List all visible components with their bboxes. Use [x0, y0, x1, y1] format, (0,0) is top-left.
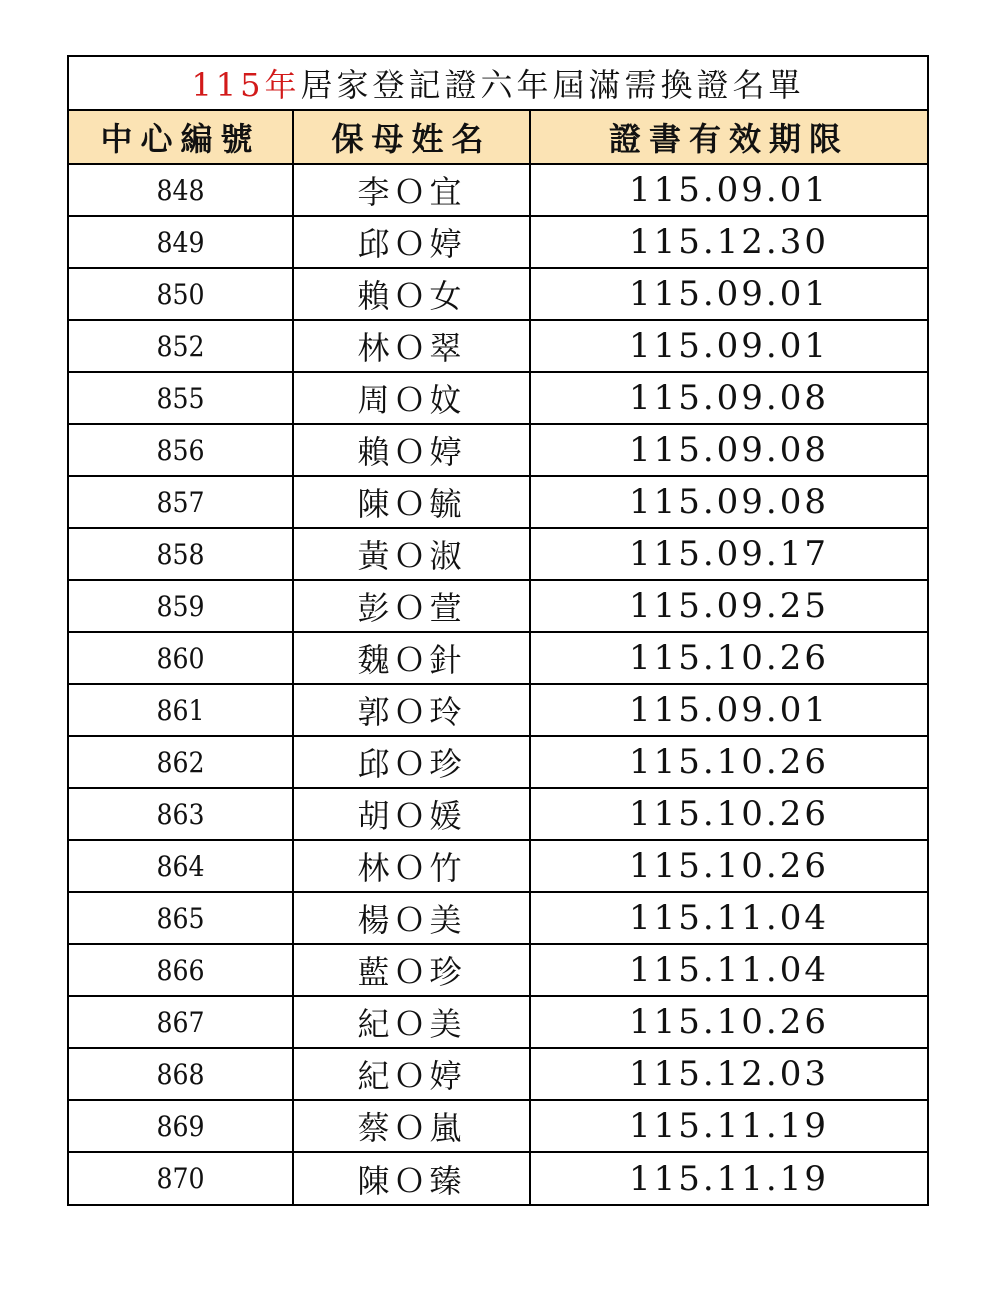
nanny-name-cell: 紀Ｏ婷: [293, 1048, 530, 1100]
center-id-cell: 867: [80, 996, 282, 1048]
expiry-date-cell: 115.10.26: [530, 840, 927, 892]
center-id-cell: 857: [80, 476, 282, 528]
table-row: [69, 996, 927, 1048]
nanny-name-cell: 楊Ｏ美: [293, 892, 530, 944]
expiry-date-cell: 115.12.03: [530, 1048, 927, 1100]
column-header-nanny-name: 保母姓名: [293, 111, 530, 164]
table-row: [69, 944, 927, 996]
nanny-name-cell: 彭Ｏ萱: [293, 580, 530, 632]
table-row: [69, 892, 927, 944]
center-id-cell: 848: [80, 164, 282, 216]
nanny-name-cell: 黃Ｏ淑: [293, 528, 530, 580]
center-id-cell: 859: [80, 580, 282, 632]
nanny-name-cell: 魏Ｏ針: [293, 632, 530, 684]
table-row: [69, 476, 927, 528]
nanny-name-cell: 邱Ｏ婷: [293, 216, 530, 268]
nanny-name-cell: 郭Ｏ玲: [293, 684, 530, 736]
nanny-name-cell: 林Ｏ翠: [293, 320, 530, 372]
center-id-cell: 862: [80, 736, 282, 788]
table-row: [69, 1100, 927, 1152]
expiry-date-cell: 115.10.26: [530, 632, 927, 684]
center-id-cell: 869: [80, 1100, 282, 1152]
table-body: [69, 164, 927, 1204]
center-id-cell: 864: [80, 840, 282, 892]
table-row: [69, 424, 927, 476]
expiry-date-cell: 115.09.01: [530, 320, 927, 372]
table-row: [69, 164, 927, 216]
center-id-cell: 868: [80, 1048, 282, 1100]
expiry-date-cell: 115.11.04: [530, 892, 927, 944]
center-id-cell: 852: [80, 320, 282, 372]
center-id-cell: 850: [80, 268, 282, 320]
nanny-name-cell: 李Ｏ宜: [293, 164, 530, 216]
nanny-name-cell: 胡Ｏ媛: [293, 788, 530, 840]
expiry-date-cell: 115.09.08: [530, 424, 927, 476]
center-id-cell: 870: [80, 1152, 282, 1204]
center-id-cell: 865: [80, 892, 282, 944]
expiry-date-cell: 115.10.26: [530, 736, 927, 788]
title-text: 居家登記證六年屆滿需換證名單: [300, 66, 805, 104]
table-row: [69, 1152, 927, 1204]
table-row: [69, 580, 927, 632]
column-header-center-id: 中心編號: [69, 111, 293, 164]
nanny-name-cell: 周Ｏ妏: [293, 372, 530, 424]
center-id-cell: 866: [80, 944, 282, 996]
expiry-date-cell: 115.11.04: [530, 944, 927, 996]
table-row: [69, 632, 927, 684]
table-row: [69, 684, 927, 736]
table-row: [69, 788, 927, 840]
renewal-list-sheet: [67, 55, 929, 1206]
nanny-name-cell: 賴Ｏ女: [293, 268, 530, 320]
nanny-name-cell: 蔡Ｏ嵐: [293, 1100, 530, 1152]
nanny-name-cell: 賴Ｏ婷: [293, 424, 530, 476]
renewal-table: [69, 111, 927, 1204]
expiry-date-cell: 115.09.17: [530, 528, 927, 580]
nanny-name-cell: 紀Ｏ美: [293, 996, 530, 1048]
table-row: [69, 1048, 927, 1100]
nanny-name-cell: 林Ｏ竹: [293, 840, 530, 892]
title-year: 115年: [191, 66, 301, 104]
center-id-cell: 860: [80, 632, 282, 684]
center-id-cell: 861: [80, 684, 282, 736]
center-id-cell: 856: [80, 424, 282, 476]
expiry-date-cell: 115.11.19: [628, 1158, 830, 1199]
expiry-date-cell: 115.11.19: [530, 1100, 927, 1152]
table-row: [69, 268, 927, 320]
center-id-cell: 849: [80, 216, 282, 268]
table-row: [69, 320, 927, 372]
expiry-date-cell: 115.10.26: [530, 788, 927, 840]
center-id-cell: 858: [80, 528, 282, 580]
expiry-date-cell: 115.09.01: [530, 684, 927, 736]
table-row: [69, 372, 927, 424]
expiry-date-cell: 115.09.01: [530, 164, 927, 216]
nanny-name-cell: 邱Ｏ珍: [293, 736, 530, 788]
nanny-name-cell: 藍Ｏ珍: [293, 944, 530, 996]
expiry-date-cell: 115.09.08: [530, 476, 927, 528]
page-title: [69, 57, 927, 111]
center-id-cell: 863: [80, 788, 282, 840]
expiry-date-cell: 115.10.26: [530, 996, 927, 1048]
expiry-date-cell: 115.09.01: [530, 268, 927, 320]
expiry-date-cell: 115.12.30: [530, 216, 927, 268]
center-id-cell: 855: [80, 372, 282, 424]
table-header-row: [69, 111, 927, 164]
expiry-date-cell: 115.09.08: [530, 372, 927, 424]
column-header-expiry: 證書有效期限: [530, 111, 927, 164]
table-row: [69, 840, 927, 892]
expiry-date-cell: 115.09.25: [530, 580, 927, 632]
table-row: [69, 216, 927, 268]
nanny-name-cell: 陳Ｏ毓: [293, 476, 530, 528]
table-row: [69, 528, 927, 580]
nanny-name-cell: 陳Ｏ臻: [293, 1152, 530, 1204]
table-row: [69, 736, 927, 788]
